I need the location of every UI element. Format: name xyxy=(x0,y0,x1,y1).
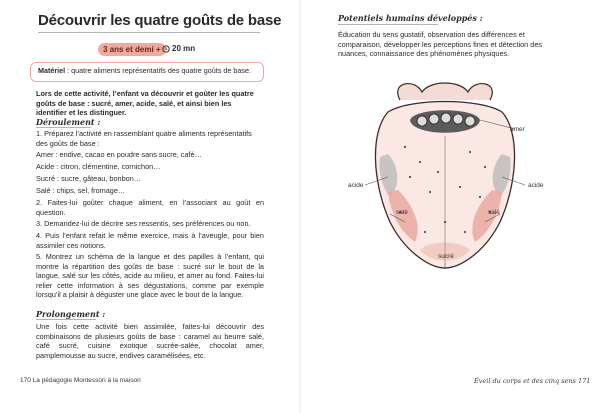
duration: 20 mn xyxy=(172,44,196,53)
page-footer: 170 La pédagogie Montessori à la maison xyxy=(20,377,141,384)
step-4: 4. Puis l’enfant refait le même exercice, mais à l’aveugle, pour bien assimiler ces notions. xyxy=(36,231,264,250)
step-salt: Salé : chips, sel, fromage… xyxy=(36,186,126,195)
step-acid: Acide : citron, clémentine, cornichon… xyxy=(36,162,161,171)
tongue-diagram xyxy=(360,72,530,272)
step-5: 5. Montrez un schéma de la langue et des papilles à l’enfant, qui montre la répartition des goûts de base : sucré sur le bout de la langue, salé sur les côtés, acide au milieu, et amer au fond. Faites-lui relier cette information à ses dégustations, comme par exemple lorsqu’il a plaisir à déguster une glace avec le bout de la langue. xyxy=(36,252,264,300)
age-badge: 3 ans et demi + xyxy=(98,43,166,56)
label-sale-right: salé xyxy=(488,209,500,216)
section-prolongement: Prolongement : xyxy=(36,309,106,319)
section-underline xyxy=(36,319,96,320)
potentiels-text: Éducation du sens gustatif, observation des différences et comparaison, développer les perceptions fines et détection des nuances, connaissance des phénomènes physiques. xyxy=(338,30,543,59)
right-page xyxy=(300,0,600,413)
section-deroulement: Déroulement : xyxy=(36,117,101,127)
section-underline xyxy=(338,24,438,25)
section-potentiels: Potentiels humains développés : xyxy=(338,13,483,23)
section-underline xyxy=(36,127,91,128)
material-line xyxy=(38,66,263,75)
label-sale-left: salé xyxy=(396,209,408,216)
material-text: : quatre aliments représentatifs des quatre goûts de base. xyxy=(65,66,251,75)
label-amer: amer xyxy=(510,126,525,133)
step-bitter: Amer : endive, cacao en poudre sans sucre, café… xyxy=(36,150,202,159)
clock-icon xyxy=(162,45,170,53)
tongue-root-outline xyxy=(398,83,493,100)
intro-text: Lors de cette activité, l’enfant va découvrir et goûter les quatre goûts de base : sucré, amer, acide, salé, et ainsi bien les identifier et les distinguer. xyxy=(36,89,254,118)
label-acide-left: acide xyxy=(348,182,364,189)
step-3: 3. Demandez-lui de décrire ses ressentis, ses préférences ou non. xyxy=(36,219,251,228)
title-underline xyxy=(38,32,260,33)
label-sucre: sucré xyxy=(438,253,454,260)
prolongement-text: Une fois cette activité bien assimilée, faites-lui découvrir des combinaisons de plusieurs goûts de base : caramel au beurre salé, café sucré, cuisine exotique sucrée-salée, chocolat amer, pamplemousse au sucre, endives caramélisées, etc. xyxy=(36,322,264,360)
label-acide-right: acide xyxy=(528,182,544,189)
page-title: Découvrir les quatre goûts de base xyxy=(38,12,282,29)
step-sweet: Sucré : sucre, gâteau, bonbon… xyxy=(36,174,142,183)
step-2: 2. Faites-lui goûter chaque aliment, en l’associant au goût en question. xyxy=(36,198,264,217)
page-footer: Éveil du corps et des cinq sens 171 xyxy=(474,377,591,385)
step-1: 1. Préparez l’activité en rassemblant quatre aliments représentatifs des goûts de base : xyxy=(36,129,252,148)
material-label: Matériel xyxy=(38,66,66,75)
